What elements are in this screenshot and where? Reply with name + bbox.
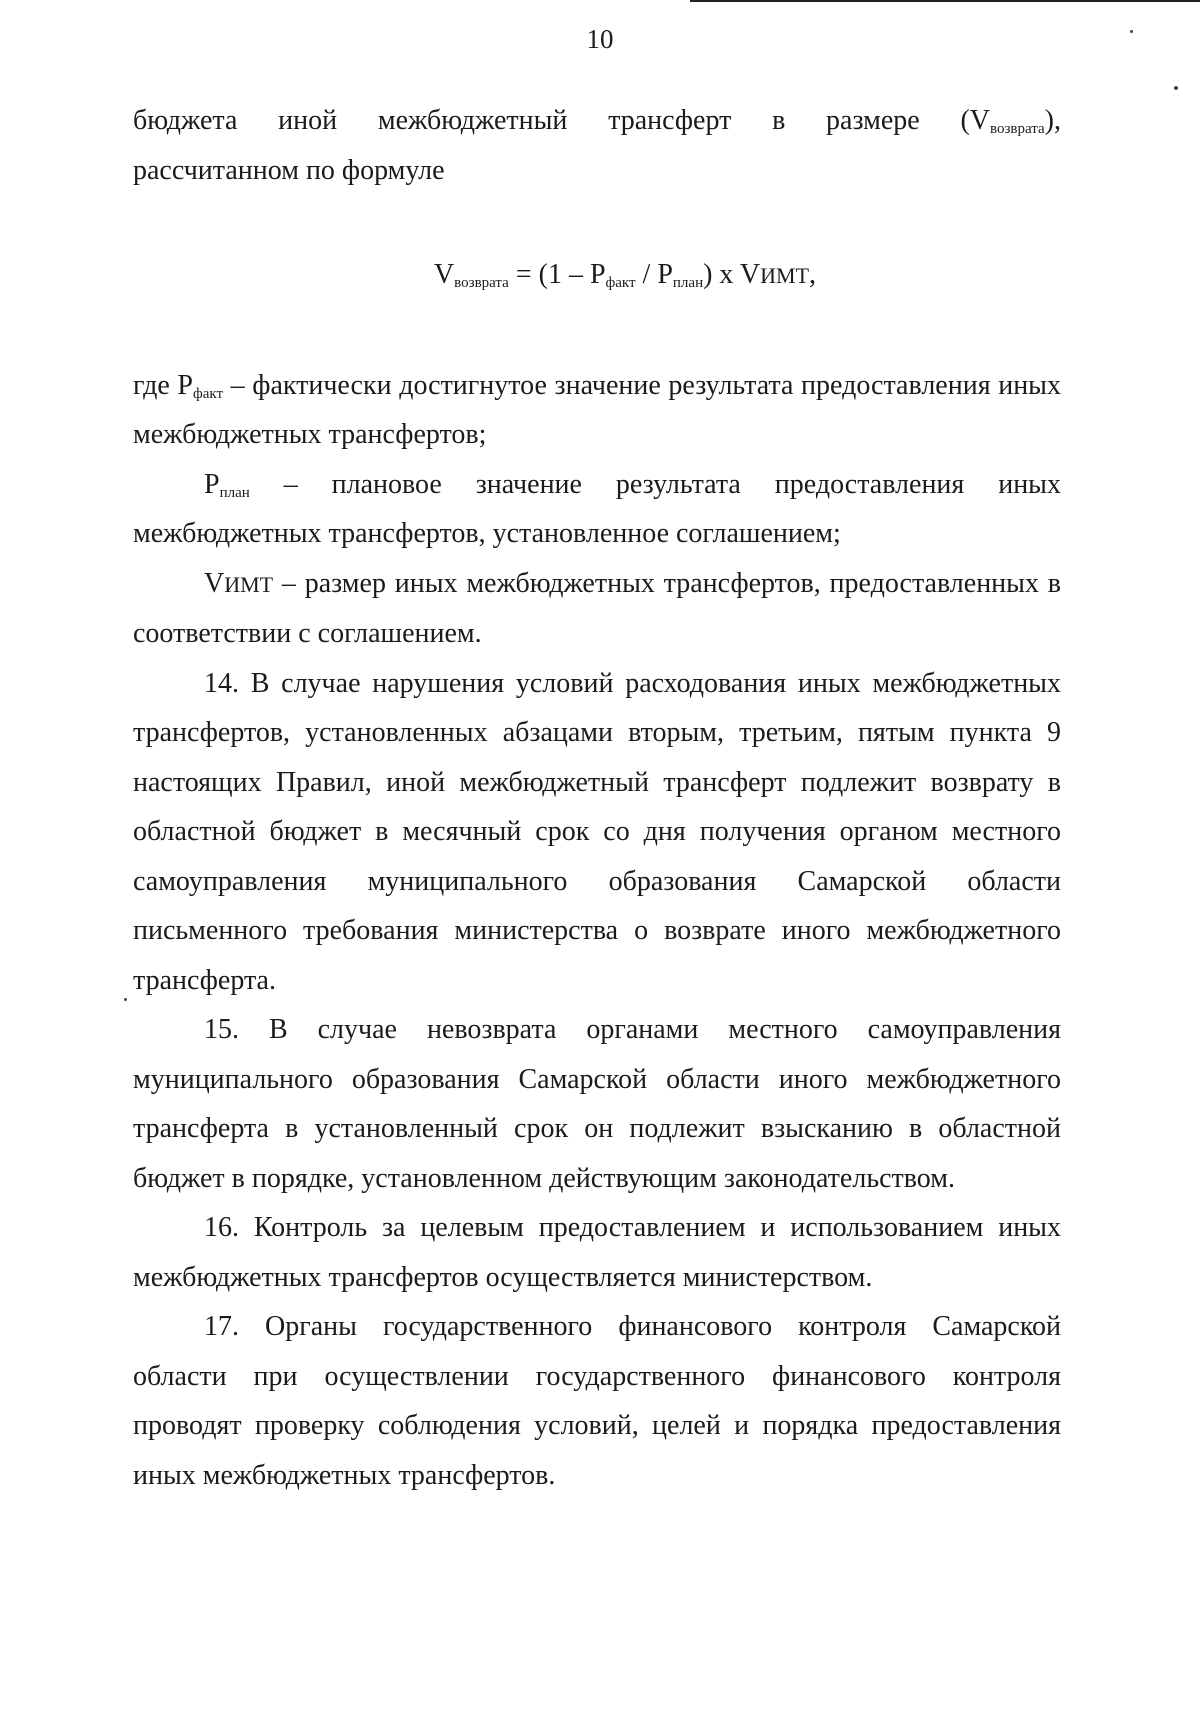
paragraph-15: 15. В случае невозврата органами местного самоуправления муниципального образования Самарской области иного межбюджетного трансферта в установленный срок он подлежит взысканию в областной бюджет в порядке, установленном действующим законодательством. bbox=[133, 1014, 1061, 1194]
opening-line-1: бюджета иной межбюджетный трансферт в размере $(V_{возврата})$, bbox=[133, 105, 1061, 137]
scan-speck bbox=[1174, 86, 1178, 90]
opening-paragraph bbox=[133, 96, 1061, 195]
page-number: 10 bbox=[586, 24, 614, 54]
paragraph-14: 14. В случае нарушения условий расходования иных межбюджетных трансфертов, установленных абзацами вторым, третьим, пятым пункта 9 настоящих Правил, иной межбюджетный трансферт подлежит возврату в областной бюджет в месячный срок со дня получения органом местного самоуправления муниципального образования Самарской области письменного требования министерства о возврате иного межбюджетного трансферта. bbox=[133, 667, 1061, 996]
scan-speck bbox=[1130, 30, 1133, 33]
opening-line-2: рассчитанном по формуле bbox=[133, 154, 445, 186]
paragraph-16: 16. Контроль за целевым предоставлением и использованием иных межбюджетных трансфертов осуществляется министерством. bbox=[133, 1212, 1061, 1293]
paragraph-17: 17. Органы государственного финансового контроля Самарской области при осуществлении государственного финансового контроля проводят проверку соблюдения условий, целей и порядка предоставления иных межбюджетных трансфертов. bbox=[133, 1311, 1061, 1491]
definition-p-fact: где $P_{факт}$ – фактически достигнутое значение результата предоставления иных межбюджетных трансфертов; bbox=[133, 369, 1061, 450]
top-border-line bbox=[690, 0, 1200, 2]
definition-p-plan: $P_{план}$ – плановое значение результата предоставления иных межбюджетных трансфертов, установленное соглашением; bbox=[133, 468, 1061, 549]
scan-speck bbox=[124, 998, 127, 1001]
document-body bbox=[133, 96, 1061, 1500]
formula: $V_{возврата} = (1 - P_{факт} / P_{план})$ x VИМТ, bbox=[433, 259, 817, 291]
definition-v-imt: VИМТ – размер иных межбюджетных трансфертов, предоставленных в соответствии с соглашением. bbox=[133, 567, 1061, 649]
